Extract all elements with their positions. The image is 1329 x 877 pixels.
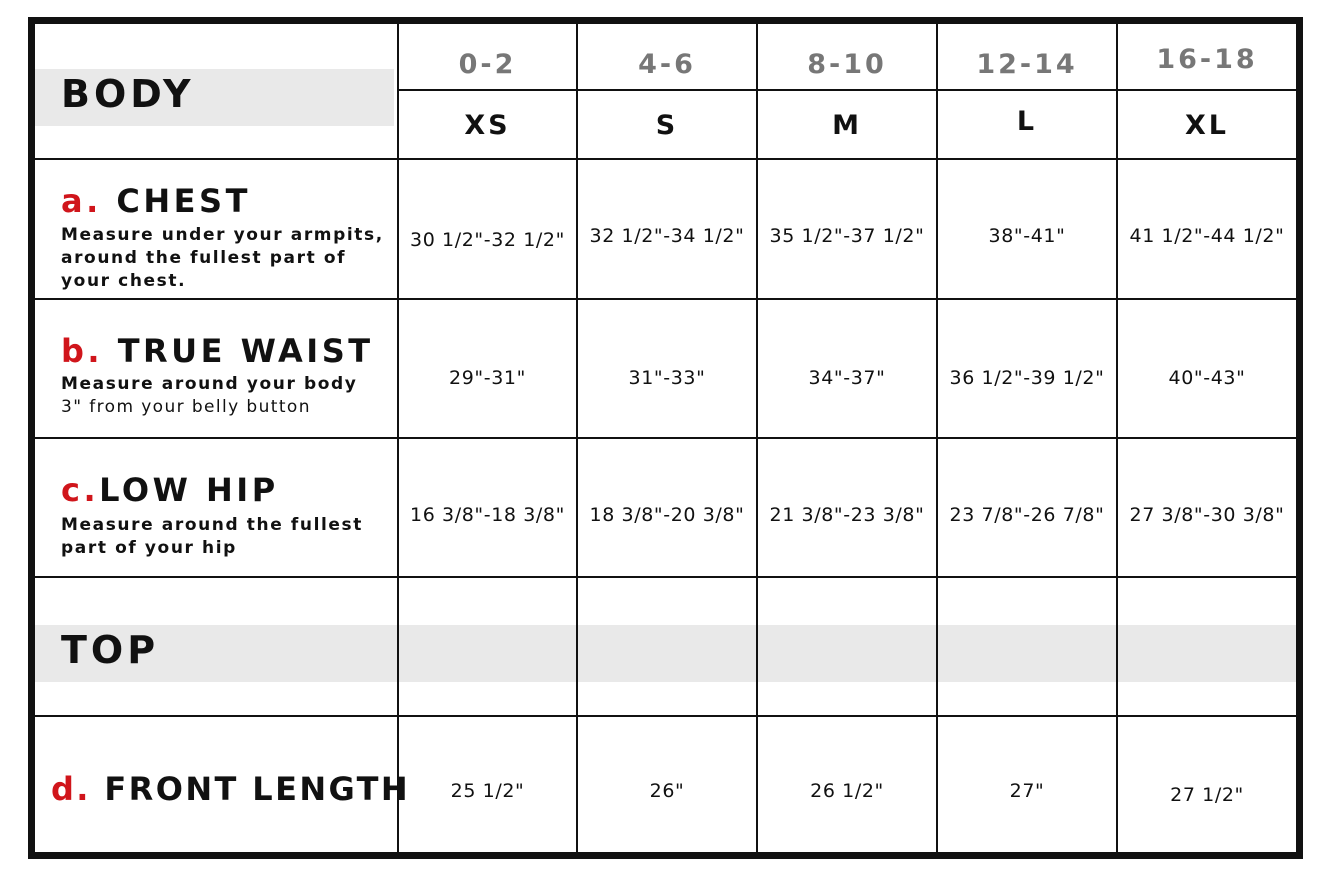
header-row-divider: [399, 89, 1296, 91]
chest-value-m: 35 1/2"-37 1/2": [769, 225, 925, 247]
front-length-value-l: 27": [1009, 780, 1045, 802]
chest-desc-line: Measure under your armpits,: [61, 225, 384, 245]
hip-value-xs: 16 3/8"-18 3/8": [410, 504, 565, 526]
size-range-m: 8-10: [807, 49, 887, 80]
chest-letter: a.: [61, 182, 102, 220]
row-divider: [35, 158, 1296, 160]
waist-value-xs: 29"-31": [449, 367, 526, 389]
hip-value-m: 21 3/8"-23 3/8": [769, 504, 925, 526]
size-label-xl: XL: [1184, 110, 1230, 141]
hip-description: [61, 514, 363, 560]
front-length-value-xs: 25 1/2": [450, 780, 525, 802]
front-length-value-xl: 27 1/2": [1170, 784, 1244, 806]
size-label-xs: XS: [464, 110, 511, 141]
waist-letter: b.: [61, 332, 104, 370]
waist-desc-line: Measure around your body: [61, 374, 358, 394]
size-range-xl: 16-18: [1156, 44, 1258, 75]
waist-value-m: 34"-37": [808, 367, 886, 389]
row-divider: [35, 576, 1296, 578]
front-length-title: [51, 770, 410, 808]
hip-desc-line: part of your hip: [61, 538, 237, 558]
hip-value-xl: 27 3/8"-30 3/8": [1129, 504, 1285, 526]
chest-description: [61, 224, 384, 293]
row-divider: [35, 298, 1296, 300]
waist-title: [61, 332, 374, 370]
chest-value-s: 32 1/2"-34 1/2": [589, 225, 745, 247]
waist-value-l: 36 1/2"-39 1/2": [949, 367, 1105, 389]
size-label-m: M: [832, 110, 862, 141]
hip-letter: c.: [61, 471, 100, 509]
body-section-title: BODY: [61, 72, 195, 116]
chest-value-xs: 30 1/2"-32 1/2": [410, 229, 565, 251]
hip-desc-line: Measure around the fullest: [61, 515, 364, 535]
chest-value-l: 38"-41": [988, 225, 1066, 247]
chest-value-xl: 41 1/2"-44 1/2": [1129, 225, 1285, 247]
hip-label: LOW HIP: [99, 471, 279, 509]
waist-description: [61, 373, 357, 419]
front-length-label: FRONT LENGTH: [104, 770, 411, 808]
chest-label: CHEST: [116, 182, 251, 220]
waist-value-xl: 40"-43": [1168, 367, 1246, 389]
hip-value-s: 18 3/8"-20 3/8": [589, 504, 745, 526]
size-range-s: 4-6: [638, 49, 696, 80]
hip-value-l: 23 7/8"-26 7/8": [949, 504, 1105, 526]
chest-title: [61, 182, 251, 220]
waist-desc-line: 3" from your belly button: [61, 397, 311, 417]
front-length-value-m: 26 1/2": [810, 780, 884, 802]
chest-desc-line: around the fullest part of: [61, 248, 347, 268]
size-chart-table: [28, 17, 1303, 859]
waist-value-s: 31"-33": [628, 367, 706, 389]
row-divider: [35, 437, 1296, 439]
size-range-l: 12-14: [976, 49, 1078, 80]
front-length-letter: d.: [51, 770, 91, 808]
row-divider: [35, 715, 1296, 717]
hip-title: [61, 471, 279, 509]
size-label-l: L: [1016, 106, 1038, 137]
front-length-value-s: 26": [649, 780, 685, 802]
size-range-xs: 0-2: [458, 49, 517, 80]
size-label-s: S: [655, 110, 679, 141]
top-section-title: TOP: [61, 628, 160, 672]
top-section-band: [35, 625, 1296, 682]
waist-label: TRUE WAIST: [117, 332, 374, 370]
chest-desc-line: your chest.: [61, 271, 187, 291]
